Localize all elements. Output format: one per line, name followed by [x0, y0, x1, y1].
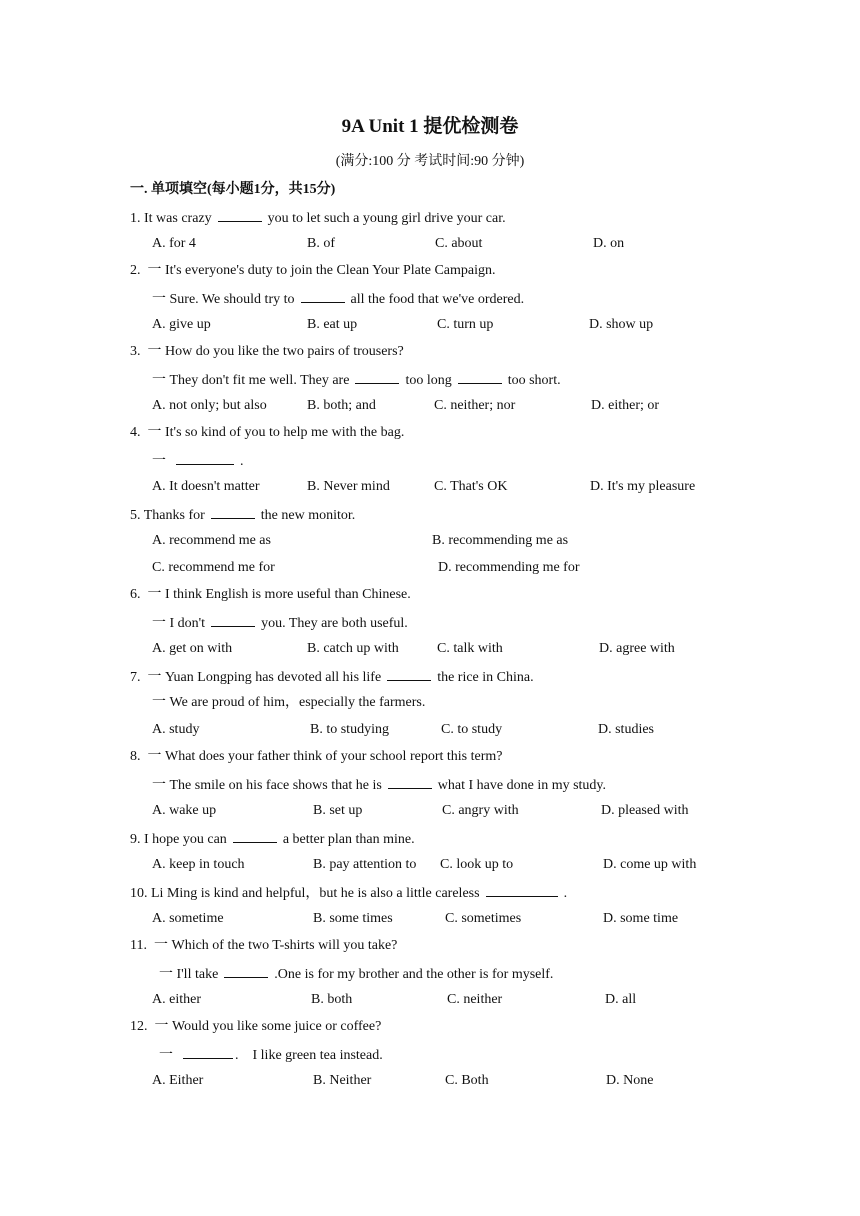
option-b: B. both; and	[307, 398, 376, 413]
answer-blank	[355, 369, 399, 384]
option-d: D. on	[593, 236, 625, 251]
option-a: A. sometime	[152, 911, 224, 926]
option-a: A. recommend me as	[152, 533, 271, 548]
page-subtitle: (满分:100 分 考试时间:90 分钟)	[335, 154, 525, 169]
option-d: D. None	[606, 1073, 654, 1088]
answer-blank	[211, 612, 255, 627]
question-text: 一 I'll take	[159, 967, 219, 982]
question-4-reply	[152, 450, 244, 472]
option-b: B. of	[307, 236, 335, 251]
option-d: D. pleased with	[601, 803, 689, 818]
question-text: 1. It was crazy	[130, 211, 212, 226]
option-b: B. pay attention to	[313, 857, 417, 872]
question-text: 10. Li Ming is kind and helpful，but he is also a little careless	[130, 886, 480, 901]
question-text: the rice in China.	[437, 670, 534, 685]
option-c: C. neither	[447, 992, 503, 1007]
option-a: A. give up	[152, 317, 211, 332]
option-a: A. wake up	[152, 803, 217, 818]
option-b: B. Neither	[313, 1073, 372, 1088]
answer-blank	[458, 369, 502, 384]
option-c: C. talk with	[437, 641, 503, 656]
option-b: B. Never mind	[307, 479, 390, 494]
answer-blank	[183, 1044, 233, 1059]
option-a: A. either	[152, 992, 201, 1007]
answer-blank	[233, 828, 277, 843]
option-b: B. to studying	[310, 722, 389, 737]
option-b: B. both	[311, 992, 353, 1007]
option-c: C. That's OK	[434, 479, 508, 494]
answer-blank	[387, 666, 431, 681]
page-title: 9A Unit 1 提优检测卷	[341, 116, 519, 137]
option-d: D. all	[605, 992, 637, 1007]
option-b: B. set up	[313, 803, 363, 818]
question-text: 7. 一 Yuan Longping has devoted all his life	[130, 670, 382, 685]
question-12: 12. 一 Would you like some juice or coffee?	[130, 1019, 382, 1034]
answer-blank	[176, 450, 234, 465]
answer-blank	[218, 207, 262, 222]
option-c: C. look up to	[440, 857, 514, 872]
option-a: A. get on with	[152, 641, 233, 656]
answer-blank	[301, 288, 345, 303]
option-a: A. for 4	[152, 236, 196, 251]
question-11: 11. 一 Which of the two T-shirts will you take?	[130, 938, 398, 953]
question-text: 一 Sure. We should try to	[152, 292, 295, 307]
question-text: .One is for my brother and the other is for myself.	[274, 967, 554, 982]
question-8: 8. 一 What does your father think of your school report this term?	[130, 749, 503, 764]
question-text: a better plan than mine.	[282, 832, 415, 847]
question-text: 一 I don't	[152, 616, 206, 631]
option-d: D. recommending me for	[438, 560, 580, 575]
option-d: D. It's my pleasure	[590, 479, 696, 494]
question-text: 一 The smile on his face shows that he is	[152, 778, 382, 793]
section-header: 一. 单项填空(每小题1分，共15分)	[130, 182, 336, 197]
question-2-reply	[152, 288, 524, 310]
question-text: 9. I hope you can	[130, 832, 227, 847]
answer-blank	[224, 963, 268, 978]
option-d: D. come up with	[603, 857, 697, 872]
question-5	[130, 504, 355, 526]
option-a: A. study	[152, 722, 200, 737]
question-text: 一	[159, 1048, 173, 1063]
option-a: A. not only; but also	[152, 398, 267, 413]
question-text: . I like green tea instead.	[235, 1048, 383, 1063]
option-c: C. turn up	[437, 317, 494, 332]
question-text: you to let such a young girl drive your car.	[267, 211, 506, 226]
option-d: D. agree with	[599, 641, 675, 656]
option-c: C. angry with	[442, 803, 519, 818]
question-4: 4. 一 It's so kind of you to help me with the bag.	[130, 425, 405, 440]
option-d: D. show up	[589, 317, 654, 332]
question-text: what I have done in my study.	[437, 778, 607, 793]
question-text: 一	[152, 454, 166, 469]
question-7-reply: 一 We are proud of him，especially the farmers.	[152, 695, 426, 710]
question-3: 3. 一 How do you like the two pairs of trousers?	[130, 344, 404, 359]
question-1	[130, 207, 506, 229]
option-a: A. keep in touch	[152, 857, 245, 872]
question-10	[130, 882, 567, 904]
question-7	[130, 666, 534, 688]
option-b: B. recommending me as	[432, 533, 569, 548]
option-d: D. studies	[598, 722, 654, 737]
answer-blank	[211, 504, 255, 519]
option-c: C. Both	[445, 1073, 489, 1088]
question-11-reply	[159, 963, 553, 985]
question-text: too long	[405, 373, 452, 388]
question-text: 5. Thanks for	[130, 508, 205, 523]
answer-blank	[486, 882, 558, 897]
answer-blank	[388, 774, 432, 789]
option-b: B. some times	[313, 911, 393, 926]
question-text: the new monitor.	[260, 508, 356, 523]
question-9	[130, 828, 415, 850]
option-c: C. neither; nor	[434, 398, 516, 413]
option-c: C. recommend me for	[152, 560, 275, 575]
option-d: D. some time	[603, 911, 679, 926]
option-b: B. catch up with	[307, 641, 399, 656]
question-text: 一 They don't fit me well. They are	[152, 373, 350, 388]
question-12-reply	[159, 1044, 383, 1066]
question-3-reply	[152, 369, 561, 391]
question-6-reply	[152, 612, 408, 634]
option-c: C. about	[435, 236, 483, 251]
question-text: .	[240, 454, 244, 469]
option-c: C. sometimes	[445, 911, 522, 926]
question-6: 6. 一 I think English is more useful than Chinese.	[130, 587, 411, 602]
option-b: B. eat up	[307, 317, 358, 332]
question-8-reply	[152, 774, 606, 796]
option-c: C. to study	[441, 722, 503, 737]
question-text: .	[563, 886, 568, 901]
option-a: A. Either	[152, 1073, 204, 1088]
question-text: you. They are both useful.	[261, 616, 408, 631]
question-text: all the food that we've ordered.	[350, 292, 525, 307]
question-2: 2. 一 It's everyone's duty to join the Clean Your Plate Campaign.	[130, 263, 496, 278]
option-d: D. either; or	[591, 398, 660, 413]
option-a: A. It doesn't matter	[152, 479, 260, 494]
question-text: too short.	[507, 373, 561, 388]
